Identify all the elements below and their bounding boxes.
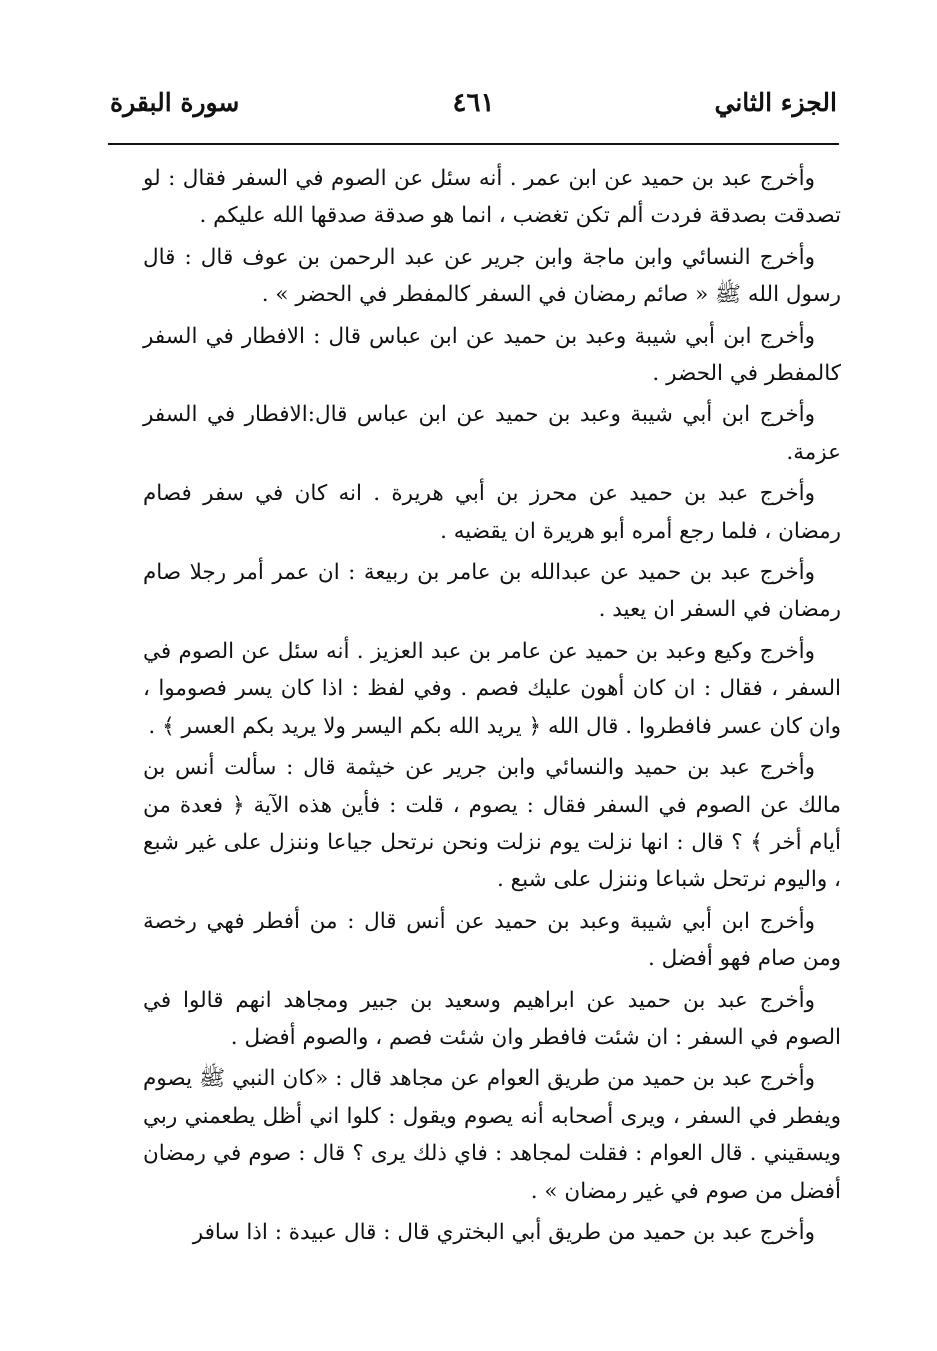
paragraph: وأخرج وكيع وعبد بن حميد عن عامر بن عبد العزيز . أنه سئل عن الصوم في السفر ، فقال : ان كان أهون عليك فصم . وفي لفظ : اذا كان يسر فصوموا ، وان كان عسر فافطروا . قال الله ﴿ يريد الله بكم اليسر ولا يريد بكم العسر ﴾ . [143,638,841,739]
paragraph: وأخرج عبد بن حميد عن ابن عمر . أنه سئل عن الصوم في السفر فقال : لو تصدقت بصدقة فردت ألم تكن تغضب ، انما هو صدقة صدقها الله عليكم . [143,166,841,229]
header-rule [108,143,839,145]
page-number: ٤٦١ [452,88,495,118]
paragraph: وأخرج عبد بن حميد والنسائي وابن جرير عن خيثمة قال : سألت أنس بن مالك عن الصوم في السفر فقال : يصوم ، قلت : فأين هذه الآية ﴿ فعدة من أيام أخر ﴾ ؟ قال : انها نزلت يوم نزلت ونحن نرتحل جياعا وننزل على غير شبع ، واليوم نرتحل شباعا وننزل على شبع . [143,755,841,893]
paragraph: وأخرج ابن أبي شيبة وعبد بن حميد عن ابن عباس قال : الافطار في السفر كالمفطر في الحضر . [143,323,841,387]
page-body [143,160,841,1251]
paragraph: وأخرج ابن أبي شيبة وعبد بن حميد عن ابن عباس قال:الافطار في السفر عزمة. [143,402,841,465]
paragraph: وأخرج عبد بن حميد عن ابراهيم وسعيد بن جبير ومجاهد انهم قالوا في الصوم في السفر : ان شئت فافطر وان شئت فصم ، والصوم أفضل . [143,987,841,1050]
part-title: الجزء الثاني [714,88,837,117]
paragraph: وأخرج عبد بن حميد عن محرز بن أبي هريرة . انه كان في سفر فصام رمضان ، فلما رجع أمره أبو هريرة ان يقضيه . [143,481,841,544]
paragraph: وأخرج ابن أبي شيبة وعبد بن حميد عن أنس قال : من أفطر فهي رخصة ومن صام فهو أفضل . [143,908,841,972]
paragraph: وأخرج عبد بن حميد عن عبدالله بن عامر بن ربيعة : ان عمر أمر رجلا صام رمضان في السفر ان يعيد . [143,560,841,623]
running-header [110,88,837,136]
paragraph: وأخرج النسائي وابن ماجة وابن جرير عن عبد الرحمن بن عوف قال : قال رسول الله ﷺ « صائم رمضان في السفر كالمفطر في الحضر » . [143,244,841,308]
paragraph: وأخرج عبد بن حميد من طريق العوام عن مجاهد قال : «كان النبي ﷺ يصوم ويفطر في السفر ، ويرى أصحابه أنه يصوم ويقول : كلوا اني أظل يطعمني ربي ويسقيني . قال العوام : فقلت لمجاهد : فاي ذلك يرى ؟ قال : صوم في رمضان أفضل من صوم في غير رمضان » . [143,1066,841,1204]
paragraph: وأخرج عبد بن حميد من طريق أبي البختري قال : قال عبيدة : اذا سافر [192,1219,815,1245]
surah-title: سورة البقرة [110,88,240,117]
